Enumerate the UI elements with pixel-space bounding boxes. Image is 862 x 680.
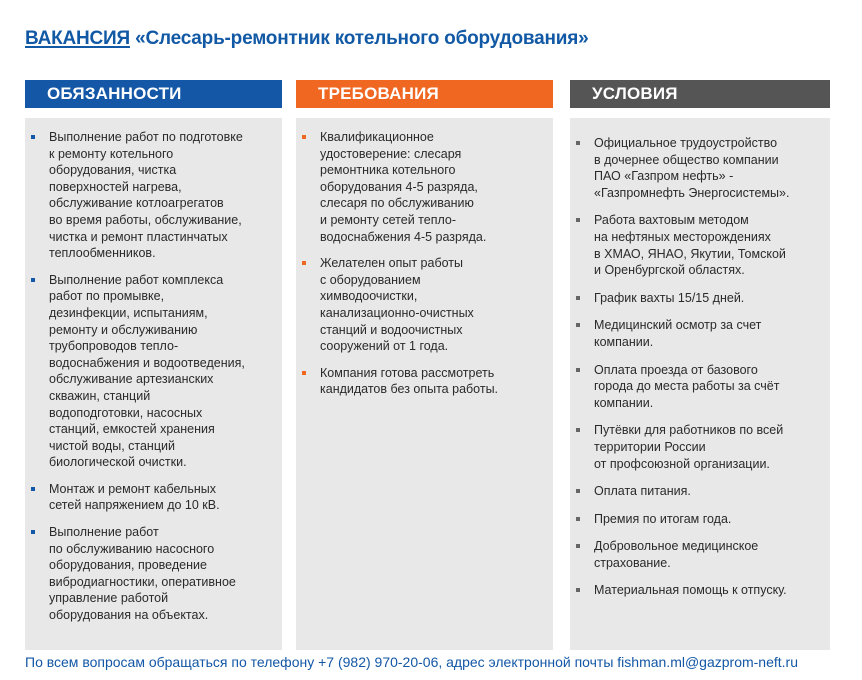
vacancy-position-title: «Слесарь-ремонтник котельного оборудования» xyxy=(135,28,589,49)
list-item-text: Компания готова рассмотреть кандидатов без опыта работы. xyxy=(320,365,499,397)
square-bullet-icon xyxy=(576,517,580,521)
square-bullet-icon xyxy=(576,588,580,592)
list-item xyxy=(570,290,830,307)
square-bullet-icon xyxy=(302,371,306,375)
list-item xyxy=(570,212,830,278)
square-bullet-icon xyxy=(576,428,580,432)
square-bullet-icon xyxy=(31,487,35,491)
list-item-text: Выполнение работ комплекса работ по промывке, дезинфекции, испытаниям, ремонту и обслуживанию трубопроводов тепло- водоснабжения и водоотведения, обслуживание артезианских скважин, станций водоподготовки, насосных станций, емкостей хранения чистой воды, станций биологической очистки. xyxy=(49,272,245,470)
duties-heading: ОБЯЗАННОСТИ xyxy=(25,80,282,108)
duties-panel xyxy=(25,118,282,650)
list-item xyxy=(570,135,830,201)
conditions-column xyxy=(570,80,830,650)
list-item xyxy=(25,481,282,514)
vacancy-title xyxy=(25,28,588,50)
conditions-heading: УСЛОВИЯ xyxy=(570,80,830,108)
list-item xyxy=(25,272,282,471)
list-item xyxy=(570,511,830,528)
requirements-column xyxy=(296,80,553,650)
list-item-text: Выполнение работ по обслуживанию насосного оборудования, проведение вибродиагностики, оперативное управление работой оборудования на объектах. xyxy=(49,525,236,623)
square-bullet-icon xyxy=(31,278,35,282)
square-bullet-icon xyxy=(31,530,35,534)
square-bullet-icon xyxy=(576,368,580,372)
vacancy-keyword-link[interactable]: ВАКАНСИЯ xyxy=(25,28,130,49)
list-item-text: Выполнение работ по подготовке к ремонту котельного оборудования, чистка поверхностей нагрева, обслуживание котлоагрегатов во время работы, обслуживание, чистка и ремонт пластинчатых теплообменников. xyxy=(49,130,243,261)
list-item xyxy=(296,129,553,245)
square-bullet-icon xyxy=(302,135,306,139)
square-bullet-icon xyxy=(31,135,35,139)
list-item-text: Добровольное медицинское страхование. xyxy=(594,539,759,570)
list-item-text: Оплата питания. xyxy=(594,484,691,499)
list-item xyxy=(25,524,282,624)
list-item-text: Работа вахтовым методом на нефтяных месторождениях в ХМАО, ЯНАО, Якутии, Томской и Оренбургской областях. xyxy=(594,213,786,278)
duties-column xyxy=(25,80,282,650)
requirements-panel xyxy=(296,118,553,650)
list-item-text: Премия по итогам года. xyxy=(594,511,732,526)
list-item xyxy=(570,538,830,571)
conditions-panel xyxy=(570,118,830,650)
list-item-text: Материальная помощь к отпуску. xyxy=(594,583,787,598)
square-bullet-icon xyxy=(576,218,580,222)
list-item xyxy=(25,129,282,262)
list-item-text: График вахты 15/15 дней. xyxy=(594,290,745,305)
square-bullet-icon xyxy=(576,141,580,145)
list-item xyxy=(296,365,553,398)
square-bullet-icon xyxy=(576,296,580,300)
list-item-text: Медицинский осмотр за счет компании. xyxy=(594,318,762,349)
list-item xyxy=(296,255,553,355)
list-item xyxy=(570,317,830,350)
duties-list xyxy=(25,118,282,624)
list-item-text: Путёвки для работников по всей территории России от профсоюзной организации. xyxy=(594,423,784,471)
list-item xyxy=(570,582,830,599)
square-bullet-icon xyxy=(576,323,580,327)
list-item-text: Желателен опыт работы с оборудованием химводоочистки, канализационно-очистных станций и водоочистных сооружений от 1 года. xyxy=(320,256,474,354)
square-bullet-icon xyxy=(576,489,580,493)
square-bullet-icon xyxy=(302,261,306,265)
contact-footer: По всем вопросам обращаться по телефону +7 (982) 970-20-06, адрес электронной почты fishman.ml@gazprom-neft.ru xyxy=(25,654,799,670)
square-bullet-icon xyxy=(576,544,580,548)
list-item-text: Квалификационное удостоверение: слесаря ремонтника котельного оборудования 4-5 разряда, слесаря по обслуживанию и ремонту сетей тепло- водоснабжения 4-5 разряда. xyxy=(320,130,487,244)
requirements-list xyxy=(296,118,553,398)
requirements-heading: ТРЕБОВАНИЯ xyxy=(296,80,553,108)
list-item-text: Официальное трудоустройство в дочернее общество компании ПАО «Газпром нефть» - «Газпромнефть Энергосистемы». xyxy=(594,136,790,200)
list-item xyxy=(570,483,830,500)
list-item xyxy=(570,422,830,472)
list-item-text: Монтаж и ремонт кабельных сетей напряжением до 10 кВ. xyxy=(49,481,220,513)
list-item xyxy=(570,362,830,412)
list-item-text: Оплата проезда от базового города до места работы за счёт компании. xyxy=(594,362,780,410)
conditions-list xyxy=(570,118,830,599)
